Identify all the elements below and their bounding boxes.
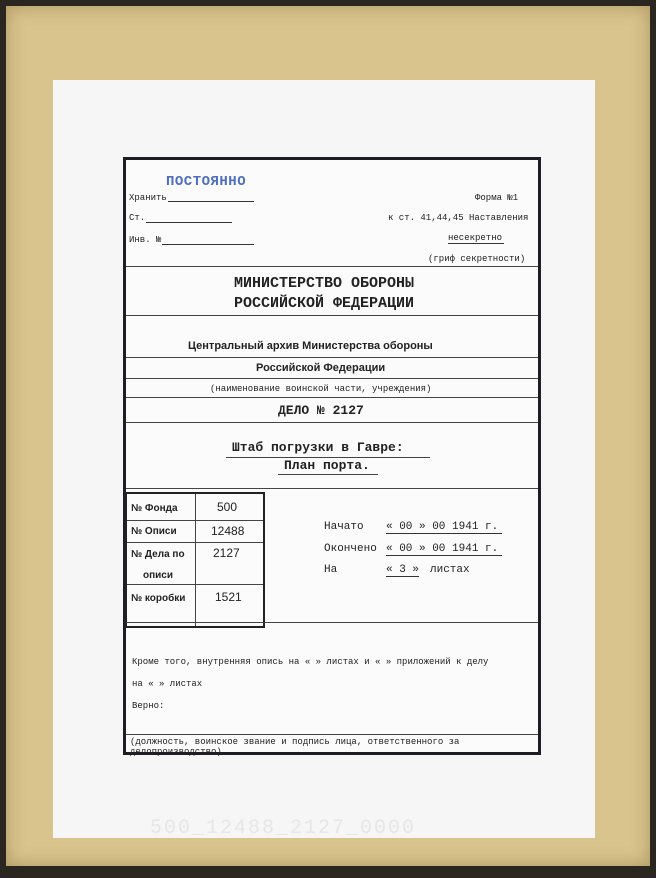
delo-label-1: № Дела по (131, 549, 185, 560)
archive-caption: (наименование воинской части, учреждения) (210, 384, 432, 394)
divider (126, 622, 538, 623)
opis-value: 12488 (211, 524, 245, 538)
divider (126, 397, 538, 398)
divider (126, 315, 538, 316)
case-subject-line1: Штаб погрузки в Гавре: (232, 440, 404, 455)
archive-line1: Центральный архив Министерства обороны (188, 340, 433, 352)
delo-value: 2127 (213, 546, 240, 560)
keep-line (168, 201, 254, 202)
divider (126, 266, 538, 267)
archive-reference-table (125, 492, 265, 628)
st-label: Ст. (129, 213, 146, 223)
divider (126, 357, 538, 358)
case-subject-line2: План порта. (284, 458, 370, 473)
case-title: ДЕЛО № 2127 (278, 403, 364, 418)
ministry-line1: МИНИСТЕРСТВО ОБОРОНЫ (234, 275, 415, 292)
verified-label: Верно: (132, 701, 165, 711)
delo-label-2: описи (143, 570, 174, 581)
ministry-line2: РОССИЙСКОЙ ФЕДЕРАЦИИ (234, 295, 415, 312)
divider (126, 422, 538, 423)
box-label: № коробки (131, 593, 186, 604)
table-divider (127, 542, 263, 543)
sheets-line: на « » листах (132, 679, 203, 689)
divider (278, 474, 378, 475)
permanent-stamp: ПОСТОЯННО (166, 174, 247, 190)
end-value: « 00 » 00 1941 г. (386, 543, 502, 556)
form-number: Форма №1 (475, 193, 519, 203)
opis-label: № Описи (131, 526, 177, 537)
table-divider (195, 494, 196, 626)
archive-line2: Российской Федерации (256, 362, 386, 374)
keep-label: Хранить (129, 193, 167, 203)
end-label: Окончено (324, 543, 377, 555)
sheets-suffix: листах (430, 564, 470, 576)
secrecy-value: несекретно (448, 233, 503, 243)
start-label: Начато (324, 521, 364, 533)
caption-line2: делопроизводство) (130, 747, 222, 757)
st-line (146, 222, 232, 223)
fond-value: 500 (217, 500, 238, 514)
table-divider (127, 520, 263, 521)
caption-line1: (должность, воинское звание и подпись лица, ответственного за (130, 737, 460, 747)
inv-label: Инв. № (129, 235, 162, 245)
archive-case-cover (123, 157, 541, 755)
start-value: « 00 » 00 1941 г. (386, 521, 502, 534)
box-value: 1521 (215, 590, 242, 604)
sheets-value: « 3 » (386, 564, 420, 576)
table-divider (127, 584, 263, 585)
divider (126, 488, 538, 489)
watermark: 500_12488_2127_0000 (150, 817, 417, 840)
divider (126, 378, 538, 379)
instruction-ref: к ст. 41,44,45 Наставления (388, 213, 529, 223)
inv-line (162, 244, 254, 245)
inventory-line: Кроме того, внутренняя опись на « » листах и « » приложений к делу (132, 657, 489, 667)
fond-label: № Фонда (131, 503, 178, 514)
sheets-label: На (324, 564, 338, 576)
divider (126, 734, 538, 735)
secrecy-caption: (гриф секретности) (428, 254, 526, 264)
